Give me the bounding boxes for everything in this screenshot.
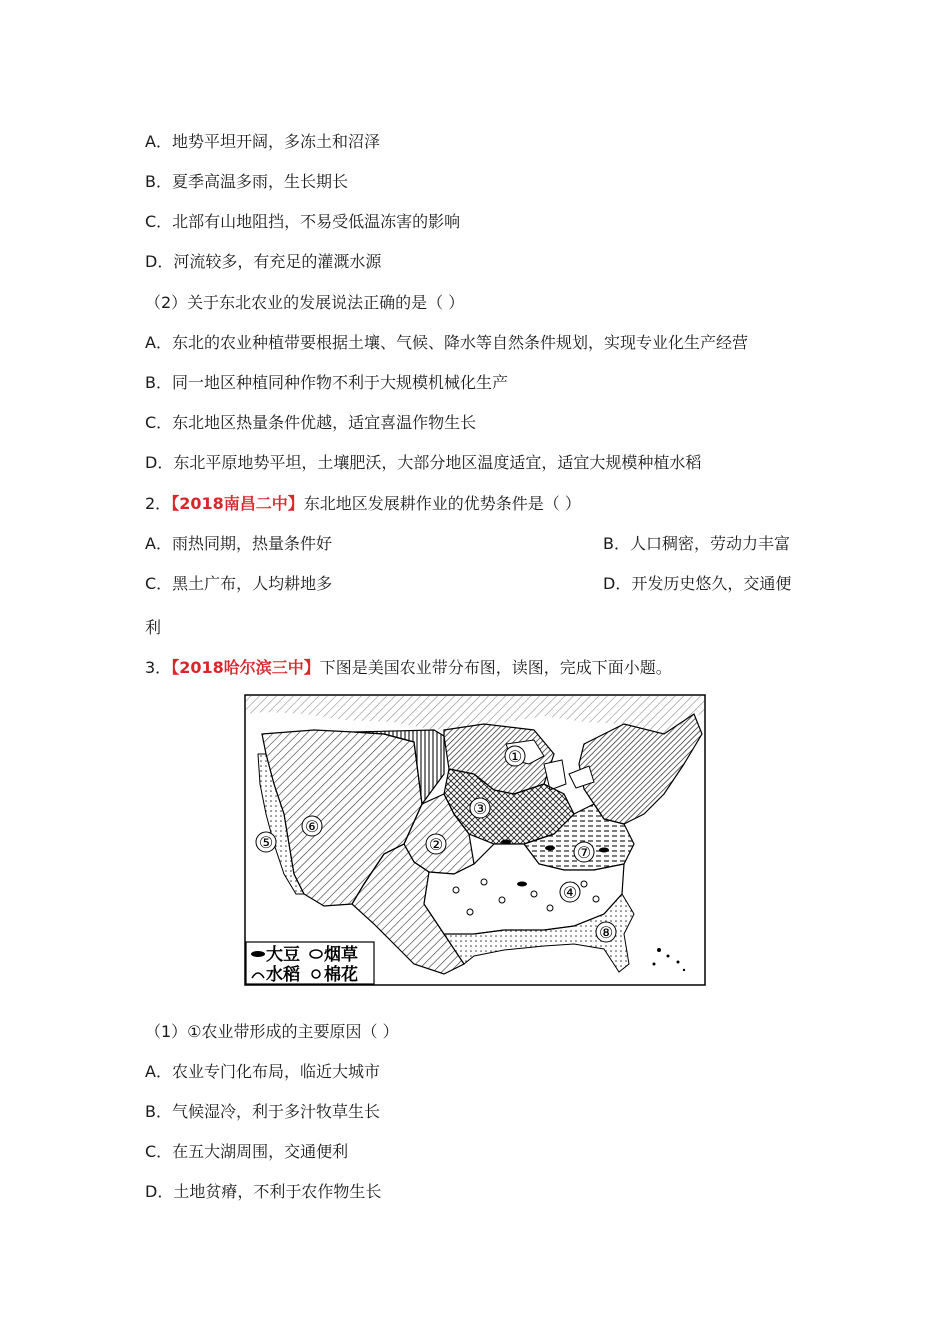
svg-text:⑤: ⑤ (258, 833, 274, 852)
option-d: D．土地贫瘠，不利于农作物生长 (145, 1182, 382, 1201)
map-label-8 (596, 922, 616, 942)
usa-agriculture-map (244, 694, 706, 986)
option-d: D．东北平原地势平坦，土壤肥沃，大部分地区温度适宜，适宜大规模种植水稻 (145, 453, 702, 472)
map-label-4 (560, 882, 580, 902)
question-stem: 东北地区发展耕作业的优势条件是（ ） (303, 494, 581, 513)
soybean-icon (251, 951, 265, 957)
option-a: A．东北的农业种植带要根据土壤、气候、降水等自然条件规划，实现专业化生产经营 (145, 333, 748, 352)
question-number: 2． (145, 494, 172, 513)
option-c: C．黑土广布，人均耕地多 (145, 574, 333, 593)
svg-text:⑥: ⑥ (304, 817, 320, 836)
option-c: C．北部有山地阻挡，不易受低温冻害的影响 (145, 212, 461, 231)
question-stem: 下图是美国农业带分布图，读图，完成下面小题。 (319, 658, 672, 677)
map-label-6 (302, 816, 322, 836)
question-stem: （2）关于东北农业的发展说法正确的是（ ） (145, 293, 465, 312)
source-tag: 【2018哈尔滨三中】 (171, 658, 320, 677)
option-b: B．气候湿冷，利于多汁牧草生长 (145, 1102, 380, 1121)
option-c: C．东北地区热量条件优越，适宜喜温作物生长 (145, 413, 477, 432)
option-d: D．河流较多，有充足的灌溉水源 (145, 252, 382, 271)
option-b: B．人口稠密，劳动力丰富 (603, 534, 790, 553)
map-label-3 (470, 798, 490, 818)
svg-text:④: ④ (562, 883, 578, 902)
option-b: B．夏季高温多雨，生长期长 (145, 172, 348, 191)
map-label-5 (256, 832, 276, 852)
question-2 (145, 493, 581, 515)
option-c: C．在五大湖周围，交通便利 (145, 1142, 349, 1161)
map-label-7 (574, 842, 594, 862)
question-stem: （1）①农业带形成的主要原因（ ） (145, 1022, 399, 1041)
map-label-1 (505, 746, 525, 766)
option-d: D．开发历史悠久，交通便 (603, 574, 792, 593)
option-b: B．同一地区种植同种作物不利于大规模机械化生产 (145, 373, 508, 392)
map-label-2 (426, 834, 446, 854)
svg-text:③: ③ (472, 799, 488, 818)
svg-text:⑧: ⑧ (598, 923, 614, 942)
option-a: A．农业专门化布局，临近大城市 (145, 1062, 380, 1081)
question-3 (145, 657, 672, 679)
svg-text:①: ① (507, 747, 523, 766)
legend-soybean: 大豆 (266, 945, 300, 965)
source-tag: 【2018南昌二中】 (171, 494, 304, 513)
legend-tobacco: 烟草 (324, 945, 358, 965)
option-a: A．地势平坦开阔，多冻土和沼泽 (145, 132, 380, 151)
legend-cotton: 棉花 (324, 965, 358, 985)
svg-text:⑦: ⑦ (576, 843, 592, 862)
legend-rice: 水稻 (266, 965, 300, 985)
option-d-continuation: 利 (145, 618, 162, 637)
map-legend (246, 942, 374, 985)
svg-text:②: ② (428, 835, 444, 854)
question-number: 3． (145, 658, 172, 677)
option-a: A．雨热同期，热量条件好 (145, 534, 332, 553)
